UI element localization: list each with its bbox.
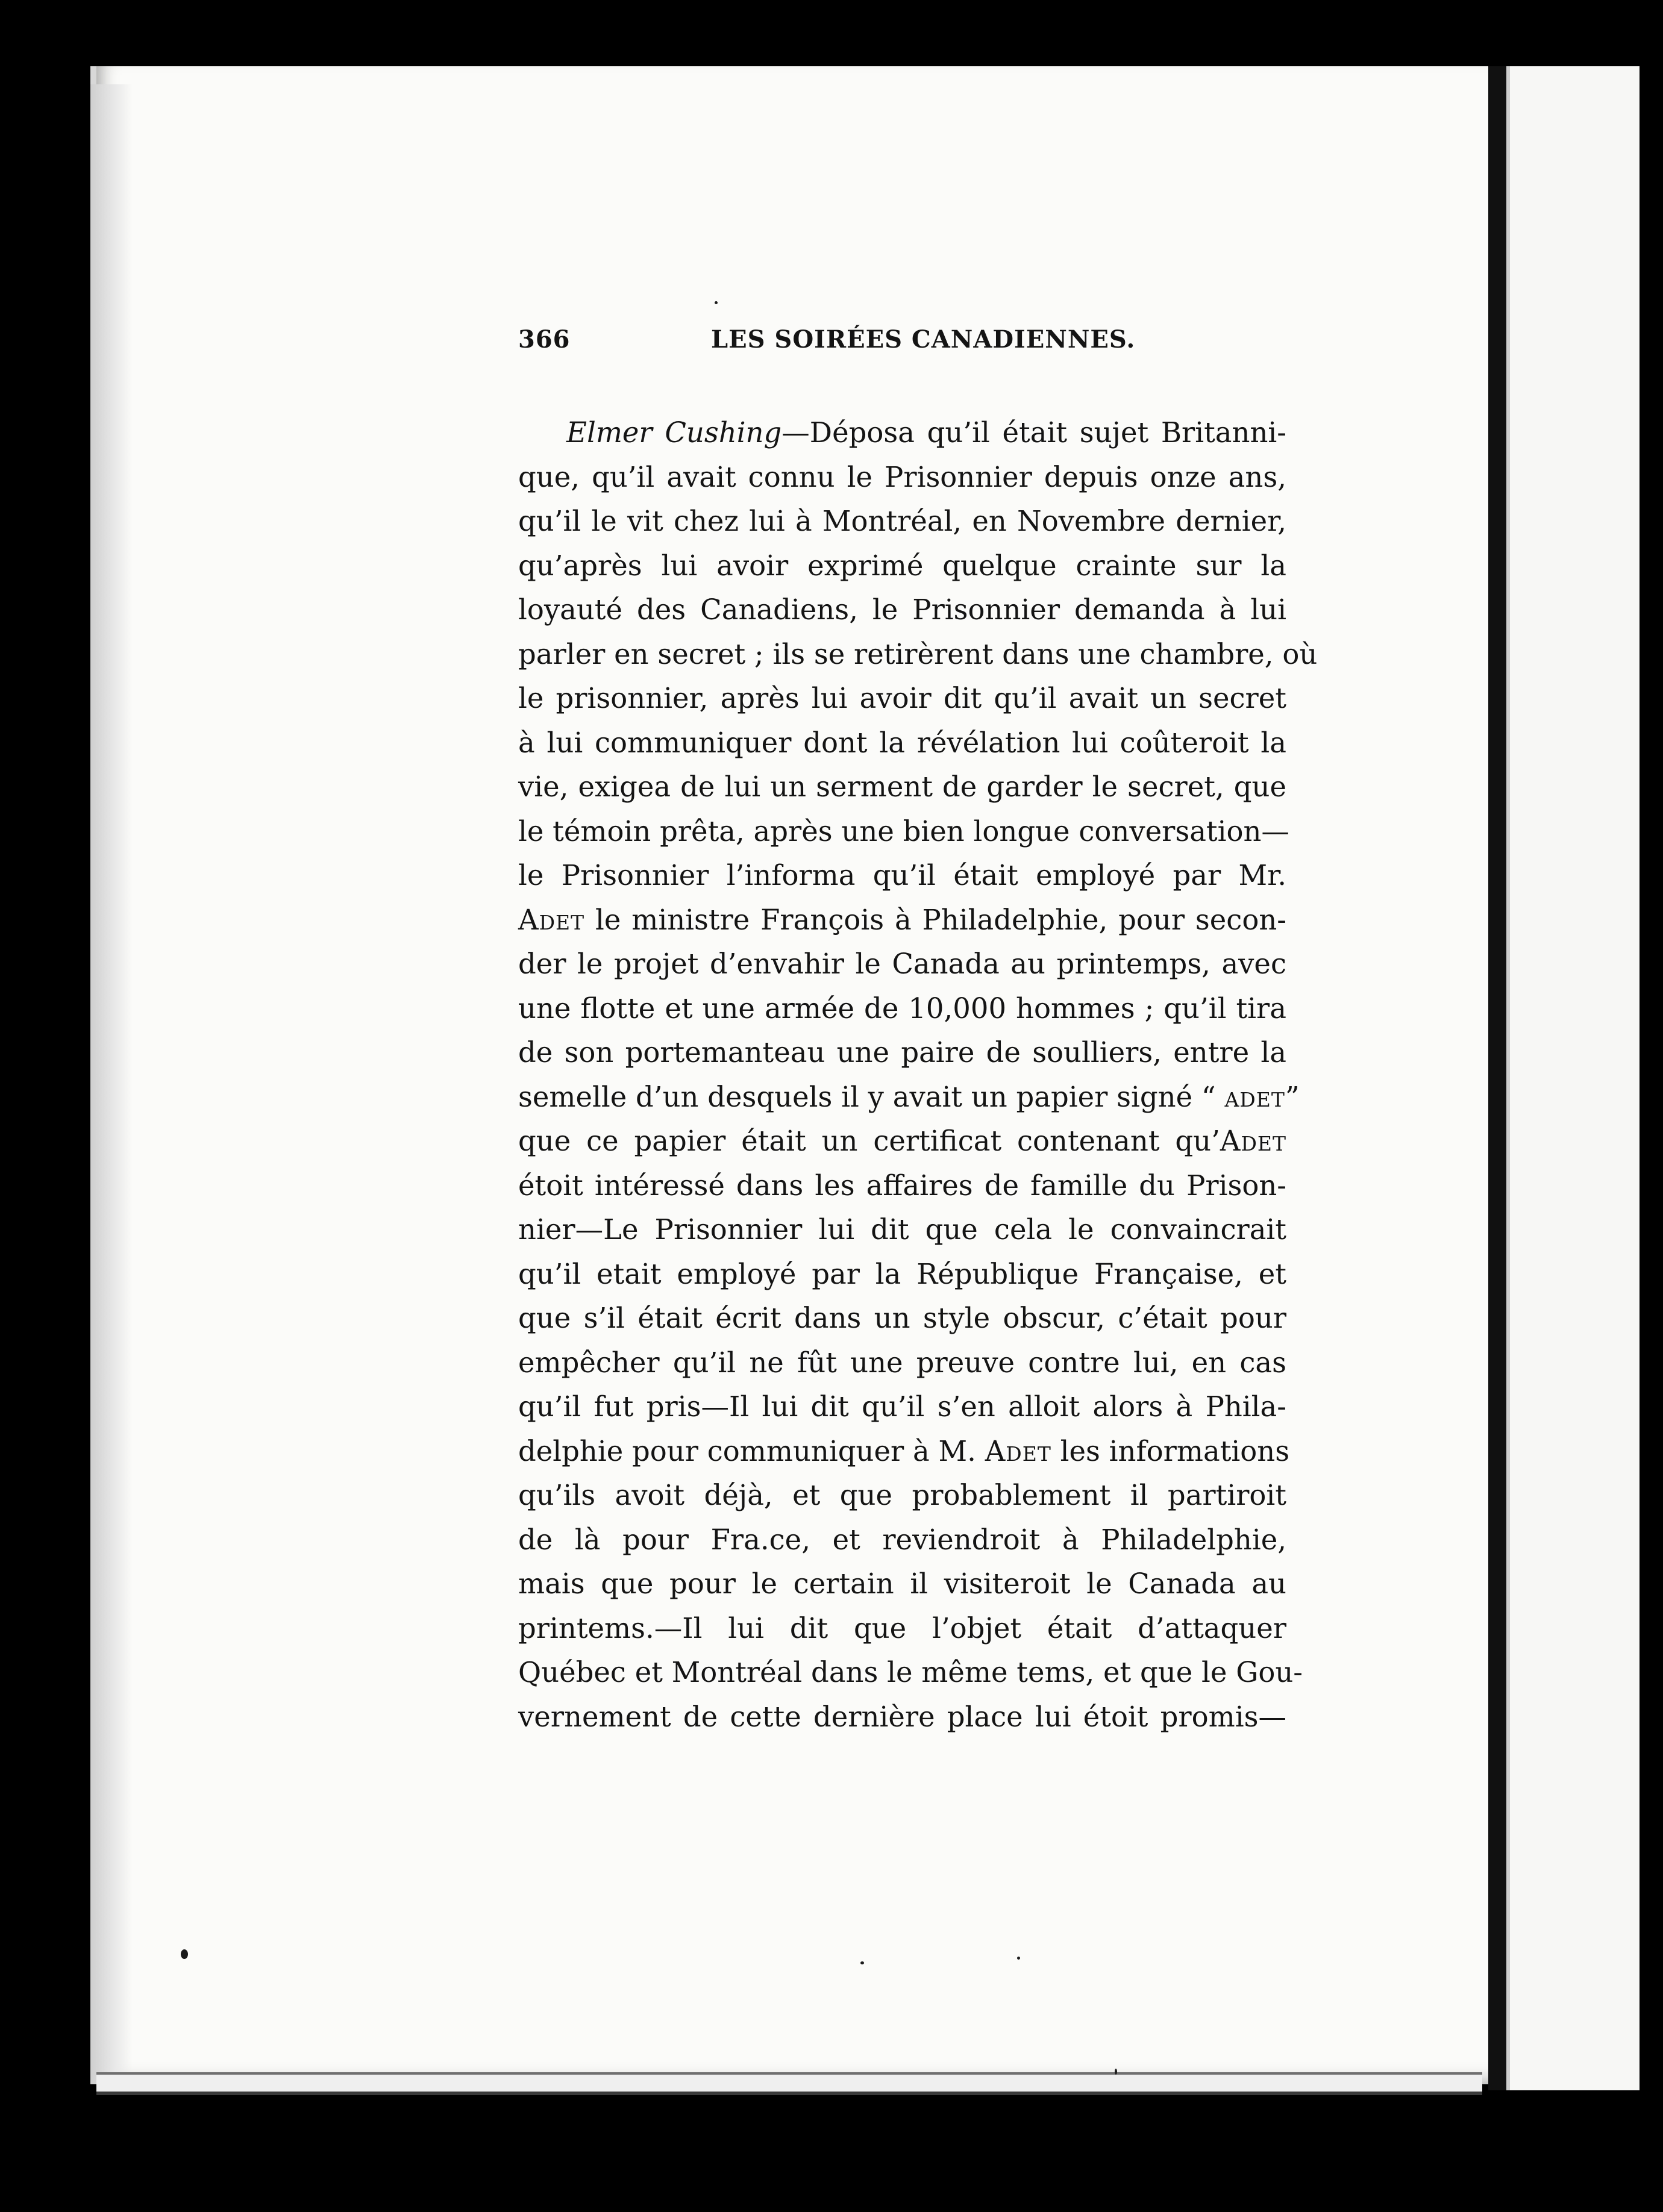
text-run: les informations [1051, 1434, 1290, 1467]
text-run: que, qu’il avait connu le Prisonnier depuis onze ans, [518, 460, 1286, 493]
text-line [518, 765, 1286, 810]
text-run: étoit intéressé dans les affaires de famille du Prison- [518, 1169, 1286, 1202]
text-run: que ce papier était un certificat contenant qu’ [518, 1125, 1220, 1157]
text-line [518, 1651, 1303, 1695]
text-line [518, 1119, 1286, 1164]
page-gap [1488, 66, 1506, 2090]
text-line [518, 499, 1286, 544]
speck [1115, 2069, 1117, 2075]
text-run: ” [1285, 1080, 1300, 1113]
text-line [518, 1607, 1286, 1651]
text-run: qu’il etait employé par la République Française, et [518, 1257, 1286, 1290]
text-line [518, 1296, 1286, 1341]
text-run: qu’après lui avoir exprimé quelque crainte sur la [518, 549, 1286, 582]
small-caps-name: Adet [518, 903, 585, 936]
speck [181, 1949, 188, 1959]
text-run: delphie pour communiquer à M. [518, 1434, 985, 1467]
speck [860, 1961, 864, 1964]
text-line [518, 633, 1318, 677]
page-bottom-edge [96, 2072, 1482, 2095]
text-run: qu’il le vit chez lui à Montréal, en Novembre dernier, [518, 505, 1286, 537]
next-page-edge [1506, 66, 1640, 2090]
text-line [518, 1164, 1286, 1208]
text-run: à lui communiquer dont la révélation lui coûteroit la [518, 726, 1286, 759]
text-run: —Déposa qu’il était sujet Britanni- [781, 416, 1286, 449]
text-line [518, 1695, 1286, 1740]
text-line [518, 898, 1286, 943]
text-run: parler en secret ; ils se retirèrent dans une chambre, où [518, 637, 1318, 670]
text-run: une flotte et une armée de 10,000 hommes ; qu’il tira [518, 992, 1286, 1025]
text-line [518, 1429, 1290, 1474]
text-line [518, 942, 1286, 987]
text-line [518, 1075, 1300, 1120]
text-line [518, 1473, 1286, 1518]
text-run: le Prisonnier l’informa qu’il était employé par Mr. [518, 859, 1286, 892]
running-head [518, 325, 1286, 367]
page-gutter-shadow [90, 84, 133, 2084]
text-line [518, 810, 1289, 854]
text-run: de là pour Fra.ce, et reviendroit à Philadelphie, [518, 1523, 1286, 1556]
text-line [518, 588, 1286, 633]
text-line [518, 721, 1286, 766]
text-block [518, 325, 1318, 1739]
text-run: le ministre François à Philadelphie, pour secon- [584, 903, 1286, 936]
text-run: le témoin prêta, après une bien longue conversation— [518, 814, 1289, 848]
small-caps-name: adet [1224, 1080, 1285, 1113]
body-text [518, 411, 1318, 1739]
text-line [518, 1208, 1286, 1252]
text-line [518, 1385, 1286, 1429]
text-run: vie, exigea de lui un serment de garder le secret, que [518, 770, 1286, 803]
text-run: printems.—Il lui dit que l’objet était d’attaquer [518, 1611, 1286, 1645]
text-line [518, 1341, 1286, 1386]
text-line [518, 1031, 1286, 1075]
text-run: der le projet d’envahir le Canada au printemps, avec [518, 948, 1286, 980]
text-line [518, 1562, 1286, 1607]
text-run: loyauté des Canadiens, le Prisonnier demanda à lui [518, 593, 1286, 626]
text-run: mais que pour le certain il visiteroit le Canada au [518, 1567, 1286, 1600]
small-caps-name: Adet [985, 1434, 1051, 1467]
text-run: qu’ils avoit déjà, et que probablement il partiroit [518, 1479, 1286, 1511]
speaker-name: Elmer Cushing [566, 416, 782, 449]
text-line [518, 455, 1286, 500]
text-run: que s’il était écrit dans un style obscur, c’était pour [518, 1302, 1286, 1334]
text-line [518, 987, 1286, 1031]
text-line [518, 854, 1286, 898]
text-run: de son portemanteau une paire de soulliers, entre la [518, 1036, 1286, 1069]
text-line [518, 676, 1286, 721]
text-line [518, 1518, 1286, 1563]
text-line [518, 411, 1286, 455]
small-caps-name: Adet [1220, 1125, 1286, 1157]
text-run: vernement de cette dernière place lui étoit promis— [518, 1700, 1286, 1733]
text-run: qu’il fut pris—Il lui dit qu’il s’en alloit alors à Phila- [518, 1390, 1286, 1423]
text-run: le prisonnier, après lui avoir dit qu’il avait un secret [518, 682, 1286, 714]
text-run: semelle d’un desquels il y avait un papier signé “ [518, 1080, 1225, 1113]
text-line [518, 544, 1286, 589]
text-run: nier—Le Prisonnier lui dit que cela le convaincrait [518, 1213, 1286, 1246]
text-run: Québec et Montréal dans le même tems, et que le Gou- [518, 1656, 1303, 1689]
page-number: 366 [518, 325, 571, 354]
running-title: LES SOIRÉES CANADIENNES. [711, 325, 1136, 354]
text-run: empêcher qu’il ne fût une preuve contre lui, en cas [518, 1346, 1286, 1379]
speck [1017, 1957, 1020, 1960]
text-line [518, 1252, 1286, 1297]
speck [715, 301, 718, 304]
